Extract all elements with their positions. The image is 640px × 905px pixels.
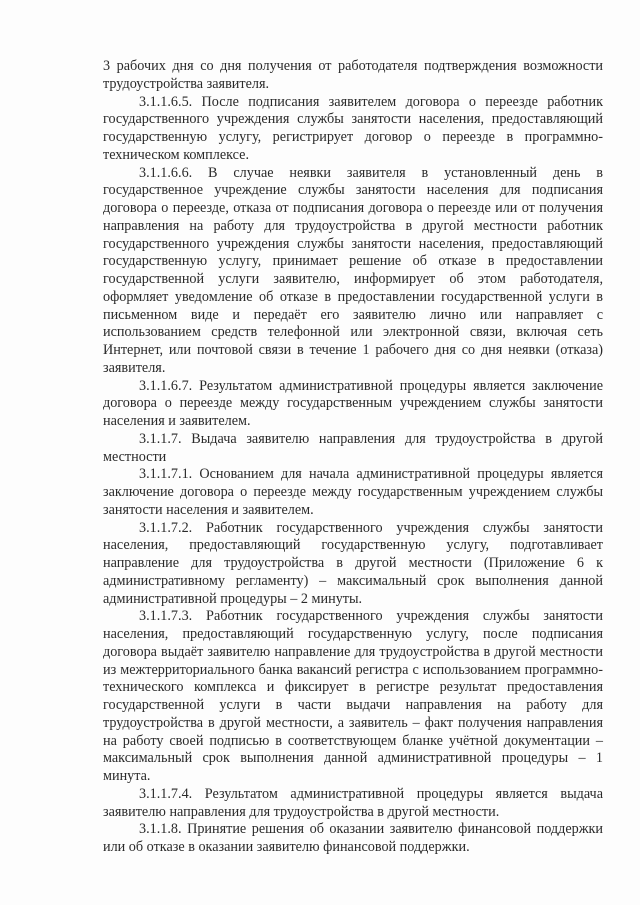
paragraph-3-1-1-7-1: 3.1.1.7.1. Основанием для начала административной процедуры является заключение договора о переезде между государственным учреждением службы занятости населения и заявителем.: [103, 466, 603, 518]
paragraph-3-1-1-6-7: 3.1.1.6.7. Результатом административной процедуры является заключение договора о переезде между государственным учреждением службы занятости населения и заявителем.: [103, 377, 603, 429]
paragraph-3-1-1-6-5: 3.1.1.6.5. После подписания заявителем договора о переезде работник государственного учреждения службы занятости населения, предоставляющий государственную услугу, регистрирует договор о переезде в программно-техническом комплексе.: [103, 93, 603, 163]
paragraph-3-1-1-6-6: 3.1.1.6.6. В случае неявки заявителя в установленный день в государственное учреждение службы занятости населения для подписания договора о переезде, отказа от подписания договора о переезде или от получения направления на работу для трудоустройства в другой местности работник государственного учреждения службы занятости населения, предоставляющий государственную услугу, принимает решение об отказе в предоставлении государственной услуги заявителю, информирует об этом работодателя, оформляет уведомление об отказе в предоставлении государственной услуги в письменном виде и передаёт его заявителю лично или направляет с использованием средств телефонной или электронной связи, включая сеть Интернет, или почтовой связи в течение 1 рабочего дня со дня неявки (отказа) заявителя.: [103, 164, 603, 376]
section-heading-3-1-1-7: 3.1.1.7. Выдача заявителю направления для трудоустройства в другой местности: [103, 430, 603, 465]
paragraph-3-1-1-7-3: 3.1.1.7.3. Работник государственного учреждения службы занятости населения, предоставляющий государственную услугу, после подписания договора выдаёт заявителю направление для трудоустройства в другой местности из межтерриториального банка вакансий регистра с использованием программно-технического комплекса и фиксирует в регистре результат предоставления государственной услуги в части выдачи направления на работу для трудоустройства в другой местности, а заявитель – факт получения направления на работу своей подписью в соответствующем бланке учётной документации – максимальный срок выполнения данной административной процедуры – 1 минута.: [103, 608, 603, 784]
document-body: [103, 58, 603, 857]
section-heading-3-1-1-8: 3.1.1.8. Принятие решения об оказании заявителю финансовой поддержки или об отказе в оказании заявителю финансовой поддержки.: [103, 821, 603, 855]
paragraph-3-1-1-7-4: 3.1.1.7.4. Результатом административной процедуры является выдача заявителю направления для трудоустройства в другой местности.: [103, 785, 603, 820]
paragraph-3-1-1-7-2: 3.1.1.7.2. Работник государственного учреждения службы занятости населения, предоставляющий государственную услугу, подготавливает направление для трудоустройства в другой местности (Приложение 6 к административному регламенту) – максимальный срок выполнения данной административной процедуры – 2 минуты.: [103, 519, 603, 607]
paragraph-continuation: 3 рабочих дня со дня получения от работодателя подтверждения возможности трудоустройства заявителя.: [103, 58, 603, 92]
